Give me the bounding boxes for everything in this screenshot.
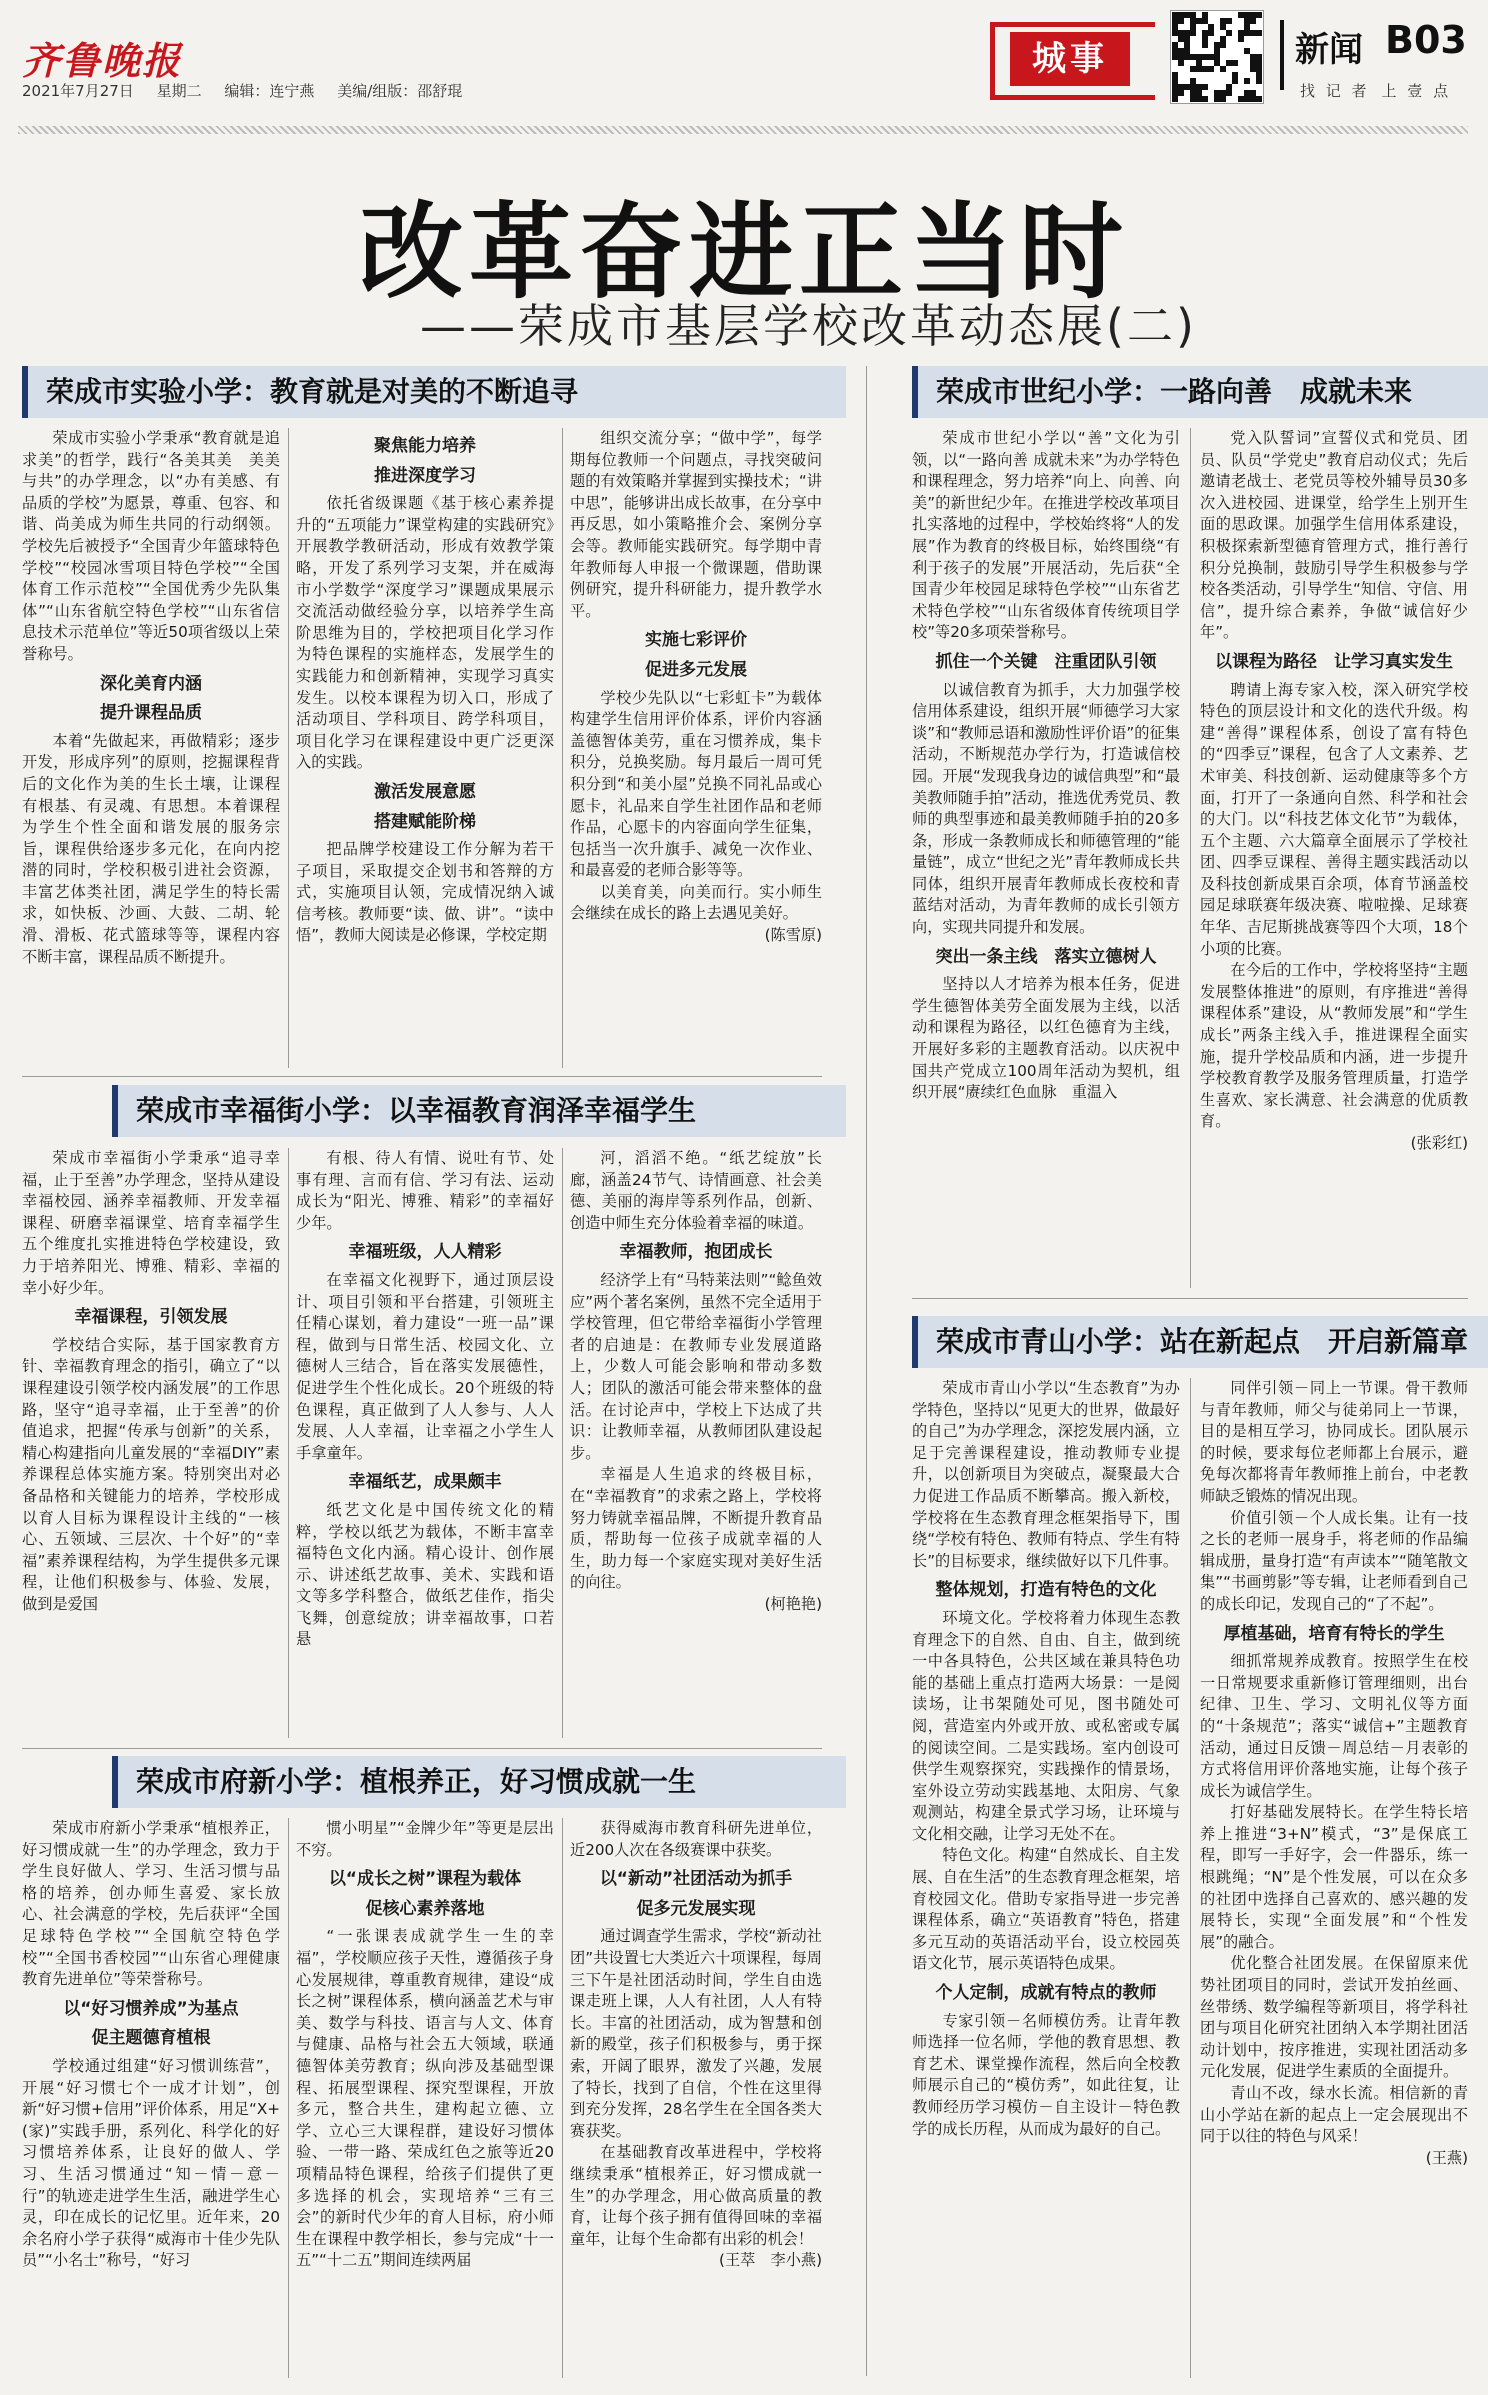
- column-divider: [562, 1148, 563, 1738]
- article-paragraph: 荣成市府新小学秉承“植根养正，好习惯成就一生”的办学理念，致力于学生良好做人、学习、生活习惯与品格的培养，创办师生喜爱、家长放心、社会满意的学校，先后获评“全国足球特色学校”“全国航空特色学校”“全国书香校园”“山东省心理健康教育先进单位”等荣誉称号。: [22, 1819, 280, 1989]
- article-paragraph: 学校少先队以“七彩虹卡”为载体构建学生信用评价体系，评价内容涵盖德智体美劳，重在习惯养成，集卡积分，兑换奖励。每月最后一周可凭积分到“和美小屋”兑换不同礼品或心愿卡，礼品来自学生社团作品和老师作品，心愿卡的内容面向学生征集，包括当一次升旗手、减免一次作业、和最喜爱的老师合影等等。: [570, 688, 822, 880]
- column-divider: [562, 428, 563, 1068]
- article-paragraph: 以美育美，向美而行。实小师生会继续在成长的路上去遇见美好。: [570, 882, 822, 923]
- article-subheading: 以“成长之树”课程为载体: [328, 1869, 522, 1890]
- dateline: [22, 80, 476, 101]
- article-paragraph: 以诚信教育为抓手，大力加强学校信用体系建设，组织开展“师德学习大家谈”和“教师忌语和激励性评价语”的征集活动，不断规范办学行为，打造诚信校园。开展“发现我身边的诚信典型”和“最美教师随手拍”活动，推选优秀党员、教师的典型事迹和最美教师随手拍的20多条，形成一条教师成长和师德管理的“能量链”，成立“世纪之光”青年教师成长共同体，组织开展青年教师成长夜校和青蓝结对活动，为青年教师的成长引领方向，实现共同提升和发展。: [912, 680, 1180, 937]
- column-divider: [866, 366, 867, 2376]
- article-paragraph: 聘请上海专家入校，深入研究学校特色的顶层设计和文化的迭代升级。构建“善得”课程体系，创设了富有特色的“四季豆”课程，包含了人文素养、艺术审美、科技创新、运动健康等多个方面，打开了一条通向自然、科学和社会的大门。以“科技艺体文化节”为载体，五个主题、六大篇章全面展示了学校社团、四季豆课程、善得主题实践活动以及科技创新成果百余项，体育节涵盖校园足球联赛年级决赛、啦啦操、足球赛年华、吉尼斯挑战赛等四个大项，18个小项的比赛。: [1200, 680, 1468, 958]
- article-paragraph: 荣成市幸福街小学秉承“追寻幸福，止于至善”办学理念，坚持从建设幸福校园、涵养幸福教师、开发幸福课程、研磨幸福课堂、培育幸福学生五个维度扎实推进特色学校建设，致力于培养阳光、博雅、精彩、幸福的幸小好少年。: [22, 1149, 280, 1297]
- article-column: [22, 1148, 280, 1748]
- editor-credit: 编辑：连宁燕: [224, 82, 315, 100]
- article-paragraph: 同伴引领－同上一节课。骨干教师与青年教师，师父与徒弟同上一节课，目的是相互学习，协同成长。团队展示的时候，要求每位老师都上台展示，避免每次都将青年教师推上前台，中老教师缺乏锻炼的情况出现。: [1200, 1379, 1468, 1505]
- article-paragraph: 专家引领－名师模仿秀。让青年教师选择一位名师，学他的教育思想、教育艺术、课堂操作流程，然后向全校教师展示自己的“模仿秀”，如此往复，让教师经历学习模仿－自主设计－特色教学的成长历程，从而成为最好的自己。: [912, 2011, 1180, 2138]
- article-subheading: 幸福班级，人人精彩: [348, 1242, 502, 1263]
- article-subheading: 幸福纸艺，成果颇丰: [348, 1472, 502, 1493]
- article-byline: (柯艳艳): [764, 1594, 822, 1613]
- city-section-badge: 城事: [1010, 32, 1130, 86]
- article-paragraph: 党入队誓词”宣誓仪式和党员、团员、队员“学党史”教育启动仪式；先后邀请老战士、老党员等校外辅导员30多次入进校园、进课堂，给学生上别开生面的思政课。加强学生信用体系建设，积极探索新型德育管理方式，推行善行积分兑换制，鼓励引导学生积极参与学校各类活动，引导学生“知信、守信、用信”，提升综合素养，争做“诚信好少年”。: [1200, 429, 1468, 642]
- article-paragraph: 荣成市世纪小学以“善”文化为引领，以“一路向善 成就未来”为办学特色和课程理念，努力培养“向上、向善、向美”的新世纪少年。在推进学校改革项目扎实落地的过程中，学校始终将“人的发展”作为教育的终极目标，始终围绕“有利于孩子的发展”开展活动，先后获“全国青少年校园足球特色学校”“山东省艺术特色学校”“山东省级体育传统项目学校”等20多项荣誉称号。: [912, 429, 1180, 642]
- article-byline: (王萃 李小燕): [719, 2251, 822, 2270]
- article-paragraph: 河，滔滔不绝。“纸艺绽放”长廊，涵盖24节气、诗情画意、社会美德、美丽的海岸等系列作品，创新、创造中师生充分体验着幸福的味道。: [570, 1149, 822, 1232]
- article-title-shiyan: 荣成市实验小学：教育就是对美的不断追寻: [22, 366, 846, 418]
- article-subheading: 整体规划，打造有特色的文化: [935, 1580, 1157, 1601]
- page-subheadline: ——荣成市基层学校改革动态展(二): [420, 299, 1197, 353]
- article-paragraph: 青山不改，绿水长流。相信新的青山小学站在新的起点上一定会展现出不同于以往的特色与风采！: [1200, 2084, 1468, 2146]
- article-paragraph: 荣成市青山小学以“生态教育”为办学特色，坚持以“见更大的世界，做最好的自己”为办学理念，深挖发展内涵，立足于完善课程建设，推动教师专业提升，以创新项目为突破点，凝聚最大合力促进工作品质不断攀高。搬入新校，学校将在生态教育理念框架指导下，围绕“学校有特色、教师有特点、学生有特长”的目标要求，继续做好以下几件事。: [912, 1379, 1180, 1570]
- article-divider: [22, 1076, 822, 1077]
- article-paragraph: 组织交流分享；“做中学”，每学期每位教师一个问题点，寻找突破问题的有效策略并掌握到实操技术；“讲中思”，能够讲出成长故事，在分享中再反思，如小策略推介会、案例分享会等。教师能实践研究。每学期中青年教师每人申报一个微课题，借助课例研究，提升科研能力，提升教学水平。: [570, 429, 822, 620]
- article-paragraph: 学校通过组建“好习惯训练营”，开展“好习惯七个一成才计划”，创新“好习惯+信用”评价体系，用足“X+(家)”实践手册，系列化、科学化的好习惯培养体系，让良好的做人、学习、生活习惯通过“知－情－意－行”的轨迹走进学生生活，融进学生心灵，印在成长的记忆里。近年来，20余名府小学子获得“威海市十佳少先队员”“小名士”称号，“好习: [22, 2056, 280, 2270]
- column-divider: [288, 1818, 289, 2378]
- article-subheading: 促多元发展实现: [636, 1898, 756, 1919]
- article-paragraph: 特色文化。构建“自然成长、自主发展、自在生活”的生态教育理念框架，培育校园文化。借助专家指导进一步完善课程体系，确立“英语教育”特色，搭建多元互动的英语活动平台，设立校园英语文化节，展示英语特色成果。: [912, 1846, 1180, 1973]
- article-paragraph: 幸福是人生追求的终极目标，在“幸福教育”的求索之路上，学校将努力铸就幸福品牌，不断提升教育品质，帮助每一位孩子成就幸福的人生，助力每一个家庭实现对美好生活的向往。: [570, 1465, 822, 1592]
- article-subheading: 以“新动”社团活动为抓手: [599, 1869, 793, 1890]
- article-subheading: 以课程为路径 让学习真实发生: [1215, 651, 1453, 672]
- article-paragraph: 细抓常规养成教育。按照学生在校一日常规要求重新修订管理细则，出台纪律、卫生、学习、文明礼仪等方面的“十条规范”；落实“诚信+”主题教育活动，通过日反馈－周总结－月表彰的方式将信用评价落地实施，让每个孩子成长为诚信学生。: [1200, 1652, 1468, 1800]
- issue-weekday: 星期二: [156, 82, 202, 100]
- article-paragraph: 荣成市实验小学秉承“教育就是追求美”的哲学，践行“各美其美 美美与共”的办学理念，以“办有美感、有品质的学校”为愿景，尊重、包容、和谐、尚美成为师生共同的行动纲领。学校先后被授予“全国青少年篮球特色学校”“校园冰雪项目特色学校”“全国体育工作示范校”“全国优秀少先队集体”“山东省航空特色学校”“山东省信息技术示范单位”等近50项省级以上荣誉称号。: [22, 429, 280, 663]
- article-column: [22, 428, 280, 1078]
- article-paragraph: 坚持以人才培养为根本任务，促进学生德智体美劳全面发展为主线，以活动和课程为路径，以红色德育为主线，开展好多彩的主题教育活动。以庆祝中国共产党成立100周年活动为契机，组织开展“赓续红色血脉 重温入: [912, 975, 1180, 1102]
- newspaper-brand: 齐鲁晚报: [22, 38, 183, 83]
- article-column: [1200, 1378, 1468, 2378]
- article-subheading: 实施七彩评价: [645, 630, 747, 651]
- article-paragraph: 价值引领－个人成长集。让有一技之长的老师一展身手，将老师的作品编辑成册，量身打造“有声读本”“随笔散文集”“书画剪影”等专辑，让老师看到自己的成长印记，发现自己的“了不起”。: [1200, 1508, 1468, 1613]
- article-column: [570, 1148, 822, 1748]
- article-paragraph: 把品牌学校建设工作分解为若干子项目，采取提交企划书和答辩的方式，实施项目认领，完成情况纳入诚信考核。教师要“读、做、讲”。“读中悟”，教师大阅读是必修课，学校定期: [296, 840, 554, 945]
- article-subheading: 幸福教师，抱团成长: [619, 1242, 773, 1263]
- article-title-xingfujie: 荣成市幸福街小学：以幸福教育润泽幸福学生: [112, 1085, 846, 1137]
- article-column: [1200, 428, 1468, 1290]
- article-paragraph: “一张课表成就学生一生的幸福”，学校顺应孩子天性，遵循孩子身心发展规律，尊重教育规律，建设“成长之树”课程体系，横向涵盖艺术与审美、数学与科技、语言与人文、体育与健康、品格与社会五大领域，联通德智体美劳教育；纵向涉及基础型课程、拓展型课程、探究型课程，开放多元，整合共生，建构起立德、立学、立心三大课程群，建设好习惯体验、一带一路、荣成红色之旅等近20项精品特色课程，给孩子们提供了更多选择的机会，实现培养“三有三会”的新时代少年的育人目标，府小师生在课程中教学相长，参与完成“十一五”“十二五”期间连续两届: [296, 1927, 554, 2270]
- article-paragraph: 经济学上有“马特莱法则”“鲶鱼效应”两个著名案例，虽然不完全适用于学校管理，但它带给幸福街小学管理者的启迪是：在教师专业发展道路上，少数人可能会影响和带动多数人；团队的激活可能会带来整体的盘活。在讨论声中，学校上下达成了共识：让教师幸福，从教师团队建设起步。: [570, 1270, 822, 1462]
- article-column: [296, 1148, 554, 1748]
- article-subheading: 个人定制，成就有特点的教师: [935, 1983, 1157, 2004]
- article-subheading: 促进多元发展: [645, 659, 747, 680]
- reporter-contact: 找 记 者 上 壹 点: [1300, 82, 1449, 100]
- article-title-qingshan: 荣成市青山小学：站在新起点 开启新篇章: [912, 1316, 1488, 1368]
- article-column: [570, 428, 822, 1078]
- qr-code-icon: [1170, 10, 1264, 104]
- article-paragraph: 纸艺文化是中国传统文化的精粹，学校以纸艺为载体，不断丰富幸福特色文化内涵。精心设计、创作展示、讲述纸艺故事、美术、实践和语文等多学科整合，做纸艺佳作，指尖飞舞，创意绽放；讲幸福故事，口若悬: [296, 1500, 554, 1649]
- article-subheading: 厚植基础，培育有特长的学生: [1223, 1623, 1445, 1644]
- article-column: [912, 428, 1180, 1290]
- article-paragraph: 在基础教育改革进程中，学校将继续秉承“植根养正，好习惯成就一生”的办学理念，用心做高质量的教育，让每个孩子拥有值得回味的幸福童年，让每个生命都有出彩的机会！: [570, 2143, 822, 2248]
- column-divider: [288, 428, 289, 1068]
- article-column: [22, 1818, 280, 2378]
- article-subheading: 搭建赋能阶梯: [374, 811, 476, 832]
- article-column: [570, 1818, 822, 2378]
- article-byline: (王燕): [1425, 2148, 1468, 2167]
- designer-credit: 美编/组版：邵舒琨: [337, 82, 463, 100]
- article-subheading: 突出一条主线 落实立德树人: [935, 946, 1157, 967]
- article-paragraph: 通过调查学生需求，学校“新动社团”共设置七大类近六十项课程，每周三下午是社团活动时间，学生自由选课走班上课，人人有社团，人人有特长。丰富的社团活动，成为智慧和创新的殿堂，孩子们积极参与，勇于探索，开阔了眼界，激发了兴趣，发展了特长，找到了自信，个性在这里得到充分发挥，28名学生在全国各类大赛获奖。: [570, 1927, 822, 2140]
- article-column: [296, 1818, 554, 2378]
- article-subheading: 提升课程品质: [100, 703, 202, 724]
- article-paragraph: 本着“先做起来，再做精彩；逐步开发，形成序列”的原则，挖掘课程背后的文化作为美的生长土壤，让课程有根基、有灵魂、有思想。本着课程为学生个性全面和谐发展的服务宗旨，课程供给逐步多元化，在向内挖潜的同时，学校积极引进社会资源，丰富艺体类社团，满足学生的特长需求，如快板、沙画、大鼓、二胡、轮滑、滑板、花式篮球等等，课程内容不断丰富，课程品质不断提升。: [22, 731, 280, 966]
- header-rule: [18, 126, 1468, 134]
- column-divider: [1190, 428, 1191, 1288]
- article-column: [912, 1378, 1180, 2378]
- article-paragraph: 优化整合社团发展。在保留原来优势社团项目的同时，尝试开发拍丝画、丝带绣、数学编程等新项目，将学科社团与项目化研究社团纳入本学期社团活动计划中，按序推进，实现社团活动多元化发展，促进学生素质的全面提升。: [1200, 1954, 1468, 2081]
- article-paragraph: 打好基础发展特长。在学生特长培养上推进“3+N”模式，“3”是保底工程，即写一手好字，会一件器乐，练一根跳绳；“N”是个性发展，可以在众多的社团中选择自己喜欢的、感兴趣的发展特长，实现“全面发展”和“个性发展”的融合。: [1200, 1803, 1468, 1951]
- column-divider: [562, 1818, 563, 2378]
- article-divider: [912, 1298, 1468, 1299]
- article-byline: (张彩红): [1410, 1134, 1468, 1152]
- article-paragraph: 在幸福文化视野下，通过顶层设计、项目引领和平台搭建，引领班主任精心谋划，着力建设“一班一品”课程，做到与日常生活、校园文化、立德树人三结合，旨在落实发展德性，促进学生个性化成长。20个班级的特色课程，真正做到了人人参与、人人发展、人人幸福，让幸福之小学生人手拿童年。: [296, 1270, 554, 1462]
- article-paragraph: 有根、待人有情、说吐有节、处事有理、言而有信、学习有法、运动成长为“阳光、博雅、精彩”的幸福好少年。: [296, 1149, 554, 1232]
- article-byline: (陈雪原): [764, 926, 822, 945]
- article-divider: [22, 1748, 822, 1749]
- article-paragraph: 环境文化。学校将着力体现生态教育理念下的自然、自由、自主，做到统一中各具特色，公共区域在兼具特色功能的基础上重点打造两大场景：一是阅读场，让书架随处可见，图书随处可阅，营造室内外或开放、或私密或专属的阅读空间。二是实践场。室内创设可供学生观察探究，实践操作的情景场，室外设立劳动实践基地、太阳房、气象观测站，构建全景式学习场，让环境与文化相交融，让学习无处不在。: [912, 1608, 1180, 1843]
- article-subheading: 推进深度学习: [374, 465, 476, 486]
- header-separator: [1280, 20, 1284, 90]
- article-subheading: 促核心素养落地: [365, 1898, 485, 1919]
- article-subheading: 以“好习惯养成”为基点: [63, 1998, 239, 2019]
- column-divider: [288, 1148, 289, 1738]
- article-title-fuxin: 荣成市府新小学：植根养正，好习惯成就一生: [112, 1756, 846, 1808]
- article-paragraph: 获得威海市教育科研先进单位，近200人次在各级赛课中获奖。: [570, 1819, 822, 1859]
- page-number: B03: [1385, 18, 1467, 62]
- issue-date: 2021年7月27日: [22, 82, 134, 100]
- article-paragraph: 依托省级课题《基于核心素养提升的“五项能力”课堂构建的实践研究》开展教学教研活动，形成有效教学策略，开发了系列学习支架，并在威海市小学数学“深度学习”课题成果展示交流活动做经验分享，以培养学生高阶思维为目的，学校把项目化学习作为特色课程的实施样态，发展学生的实践能力和创新精神，实现学习真实发生。以校本课程为切入口，形成了活动项目、学科项目、跨学科项目，项目化学习在课程建设中更广泛更深入的实践。: [296, 494, 554, 772]
- article-column: [296, 428, 554, 1078]
- article-subheading: 幸福课程，引领发展: [74, 1307, 228, 1328]
- article-subheading: 激活发展意愿: [374, 781, 476, 802]
- article-subheading: 深化美育内涵: [100, 673, 202, 694]
- article-paragraph: 在今后的工作中，学校将坚持“主题发展整体推进”的原则，有序推进“善得课程体系”建设，从“教师发展”和“学生成长”两条主线入手，推进课程全面实施，提升学校品质和内涵，进一步提升学校教育教学及服务管理质量，打造学生喜欢、家长满意、社会满意的优质教育。: [1200, 961, 1468, 1131]
- article-subheading: 抓住一个关键 注重团队引领: [935, 651, 1157, 672]
- section-label: 新闻: [1295, 30, 1363, 70]
- article-subheading: 聚焦能力培养: [374, 436, 476, 456]
- article-paragraph: 学校结合实际，基于国家教育方针、幸福教育理念的指引，确立了“以课程建设引领学校内涵发展”的工作思路，坚守“追寻幸福，止于至善”的价值追求，把握“传承与创新”的关系，精心构建指向儿童发展的“幸福DIY”素养课程总体实施方案。特别突出对必备品格和关键能力的培养，学校形成以育人目标为课程设计主线的“一核心、五领域、三层次、十个好”的“幸福”素养课程结构，为学生提供多元课程，让他们积极参与、体验、发展，做到是爱国: [22, 1335, 280, 1613]
- article-title-shiji: 荣成市世纪小学：一路向善 成就未来: [912, 366, 1488, 418]
- column-divider: [1190, 1378, 1191, 2378]
- page-headline: 改革奋进正当时: [358, 190, 1129, 313]
- article-subheading: 促主题德育植根: [91, 2028, 211, 2049]
- article-paragraph: 惯小明星”“金牌少年”等更是层出不穷。: [296, 1819, 554, 1859]
